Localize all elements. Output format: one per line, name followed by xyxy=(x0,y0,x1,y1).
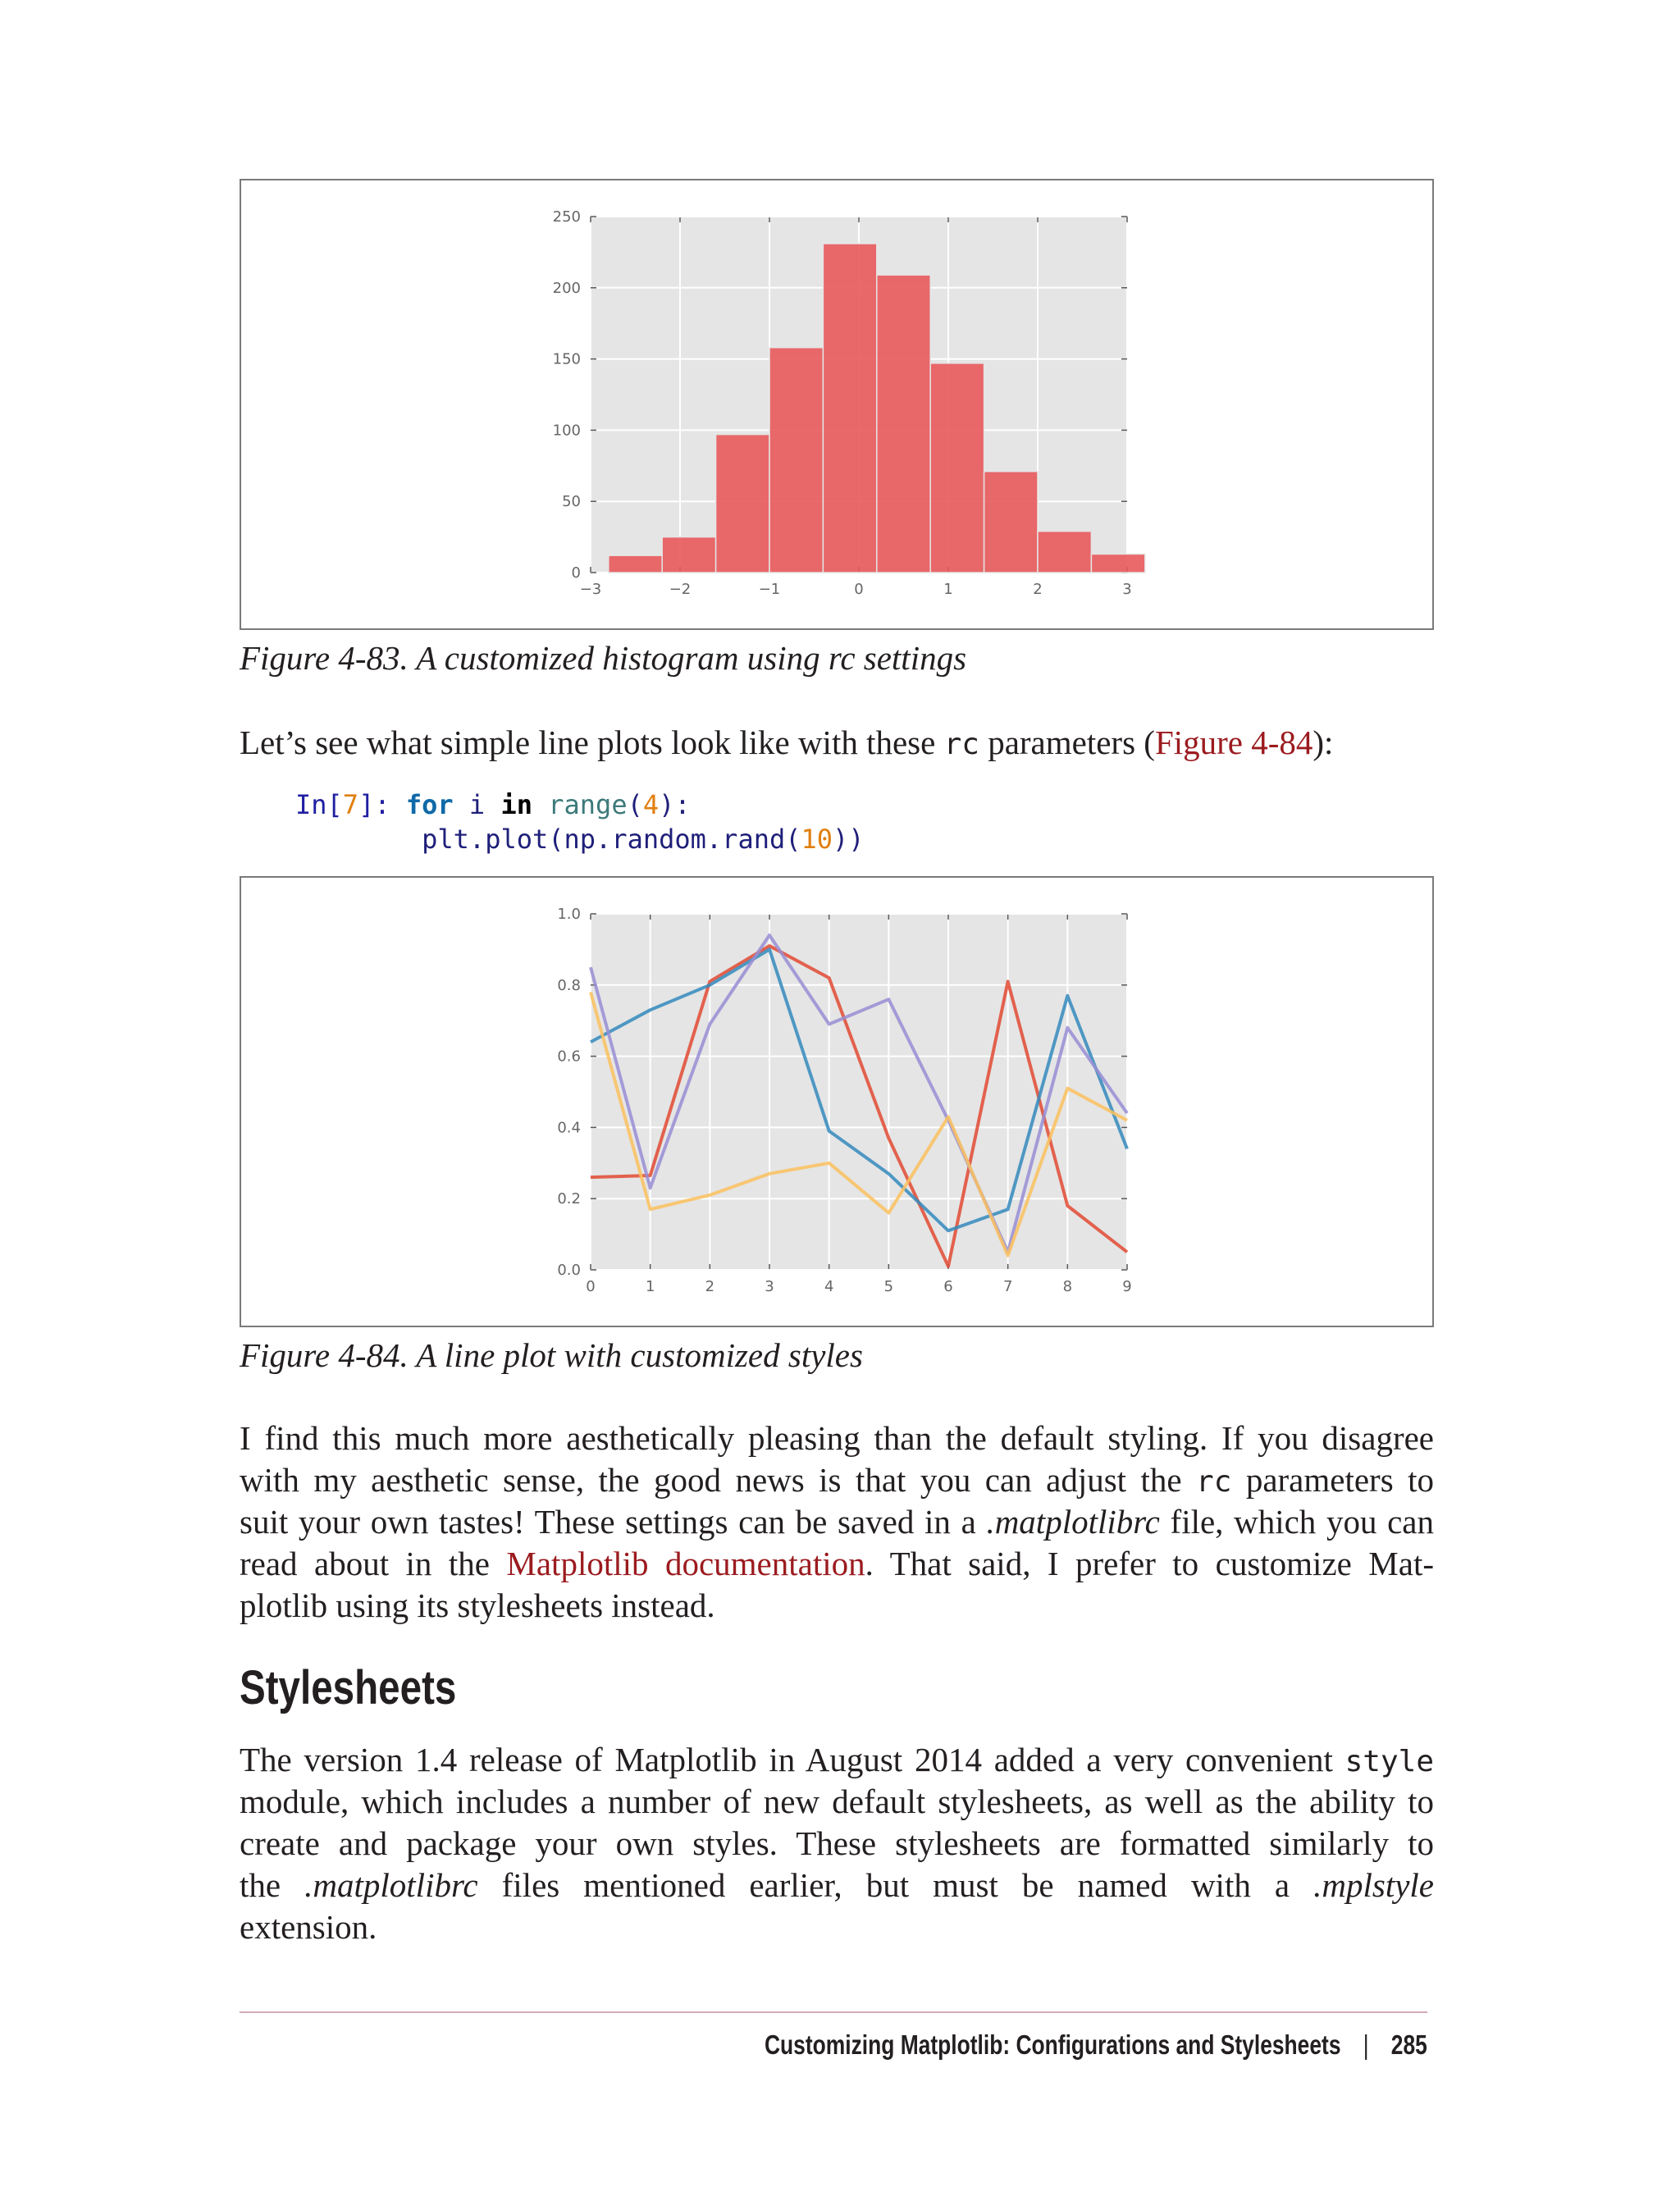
histogram-bar xyxy=(984,472,1038,573)
histogram-bar xyxy=(877,275,930,573)
code-line-2 xyxy=(295,824,865,855)
line-chart xyxy=(241,878,1432,1326)
hist-x-tick-label: 2 xyxy=(1033,581,1043,598)
line-x-tick-label: 6 xyxy=(943,1278,953,1295)
prompt-label: In xyxy=(295,789,327,820)
figure-4-83-caption: Figure 4-83. A customized histogram using rc settings xyxy=(240,639,967,677)
hist-x-tick-label: 0 xyxy=(854,581,864,598)
hist-x-tick-label: −1 xyxy=(758,581,781,598)
plot-call: plt.plot(np.random.rand( xyxy=(422,824,801,855)
extension-mplstyle: .mplstyle xyxy=(1313,1866,1435,1904)
prompt-number: 7 xyxy=(342,789,359,820)
running-title: Customizing Matplotlib: Configurations and Stylesheets xyxy=(765,2029,1341,2060)
inline-code-style: style xyxy=(1344,1745,1434,1778)
line-x-tick-label: 3 xyxy=(765,1278,774,1295)
hist-x-tick-label: 1 xyxy=(943,581,953,598)
line-x-tick-label: 9 xyxy=(1122,1278,1132,1295)
histogram-bar xyxy=(1038,532,1091,573)
histogram-bar xyxy=(1091,554,1144,573)
footer-rule xyxy=(240,2011,1427,2013)
paragraph1-line4: read about in the Matplotlib documentation. That said, I prefer to customize Mat- xyxy=(240,1545,1434,1582)
hist-y-tick-label: 200 xyxy=(552,279,581,297)
hist-y-tick-label: 150 xyxy=(552,350,581,368)
footer-separator: | xyxy=(1363,2029,1369,2060)
paragraph1-line3: suit your own tastes! These settings can be saved in a .matplotlibrc file, which you can xyxy=(240,1503,1434,1541)
paragraph1-line1: I find this much more aesthetically pleasing than the default styling. If you disagree xyxy=(240,1419,1434,1457)
histogram-bar xyxy=(716,435,769,573)
figure-4-83-frame xyxy=(240,179,1434,630)
paragraph2-line3: create and package your own styles. These stylesheets are formatted similarly to xyxy=(240,1824,1434,1862)
intro-text-before: Let’s see what simple line plots look like with these xyxy=(240,724,944,761)
plot-call-close: )) xyxy=(833,824,865,855)
line-x-tick-label: 2 xyxy=(705,1278,715,1295)
hist-y-tick-label: 50 xyxy=(562,493,581,511)
matplotlib-documentation-link[interactable]: Matplotlib documentation xyxy=(506,1545,865,1582)
line-x-tick-label: 8 xyxy=(1062,1278,1073,1295)
line-y-tick-label: 0.6 xyxy=(557,1048,581,1066)
loop-variable: i xyxy=(468,789,486,820)
histogram-bar xyxy=(769,348,823,573)
line-x-tick-label: 4 xyxy=(824,1278,834,1295)
section-heading-stylesheets: Stylesheets xyxy=(240,1661,457,1714)
page-footer xyxy=(765,2029,1427,2061)
filename-matplotlibrc: .matplotlibrc xyxy=(986,1503,1160,1541)
line-x-tick-label: 1 xyxy=(645,1278,655,1295)
line-plot-background xyxy=(591,914,1127,1270)
filename-matplotlibrc-2: .matplotlibrc xyxy=(304,1866,478,1904)
line-x-tick-label: 0 xyxy=(586,1278,596,1295)
code-line-1: In[7]: for i in range(4): xyxy=(295,789,691,820)
hist-y-tick-label: 0 xyxy=(571,564,581,582)
range-function: range xyxy=(548,789,628,820)
keyword-for: for xyxy=(405,789,454,820)
hist-x-tick-label: −2 xyxy=(669,581,692,598)
histogram-chart xyxy=(241,180,1432,628)
inline-code-rc-2: rc xyxy=(1196,1465,1232,1499)
hist-y-tick-label: 250 xyxy=(552,208,581,226)
histogram-bar xyxy=(823,244,876,573)
paragraph2-line1: The version 1.4 release of Matplotlib in August 2014 added a very convenient style xyxy=(240,1741,1434,1778)
paragraph2-line4: the .matplotlibrc files mentioned earlier, but must be named with a .mplstyle xyxy=(240,1866,1435,1904)
hist-x-tick-label: 3 xyxy=(1122,581,1132,598)
paragraph1-line5: plotlib using its stylesheets instead. xyxy=(240,1586,715,1624)
hist-x-tick-label: −3 xyxy=(579,581,602,598)
line-x-tick-label: 7 xyxy=(1002,1278,1013,1295)
intro-text-after: ): xyxy=(1312,724,1334,761)
paragraph1-line2: with my aesthetic sense, the good news is that you can adjust the rc parameters to xyxy=(240,1461,1434,1499)
intro-sentence xyxy=(240,722,1434,764)
page-number: 285 xyxy=(1390,2029,1427,2060)
rand-argument: 10 xyxy=(801,824,833,855)
line-y-tick-label: 0.2 xyxy=(557,1190,581,1208)
paragraph-rc-settings xyxy=(240,1418,1434,1627)
line-x-tick-label: 5 xyxy=(883,1278,894,1295)
inline-code-rc: rc xyxy=(943,728,979,761)
keyword-in: in xyxy=(500,789,532,820)
line-y-tick-label: 1.0 xyxy=(557,906,581,923)
figure-4-84-frame xyxy=(240,876,1434,1327)
code-cell xyxy=(295,788,865,856)
histogram-bar xyxy=(662,537,715,573)
line-y-tick-label: 0.4 xyxy=(557,1119,581,1137)
paragraph2-line2: module, which includes a number of new default stylesheets, as well as the ability to xyxy=(240,1783,1434,1820)
paragraph2-line5: extension. xyxy=(240,1908,377,1946)
figure-4-84-caption: Figure 4-84. A line plot with customized styles xyxy=(240,1336,863,1374)
figure-4-84-link[interactable]: Figure 4-84 xyxy=(1154,724,1313,761)
histogram-bar xyxy=(930,363,984,573)
range-argument: 4 xyxy=(642,789,660,820)
line-y-tick-label: 0.8 xyxy=(557,976,581,994)
intro-text-middle: parameters ( xyxy=(979,724,1155,761)
histogram-bar xyxy=(609,555,662,573)
paragraph-stylesheets xyxy=(240,1739,1434,1948)
line-y-tick-label: 0.0 xyxy=(557,1262,581,1279)
hist-y-tick-label: 100 xyxy=(552,422,581,440)
